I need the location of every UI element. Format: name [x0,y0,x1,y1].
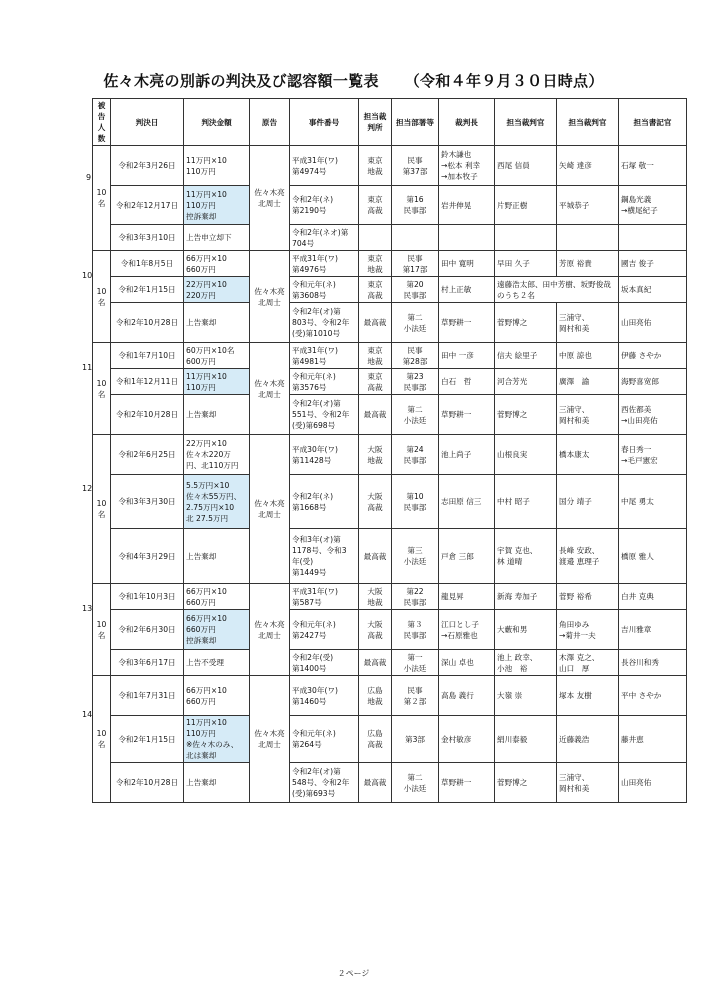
judge-1: 西尾 信員 [495,146,557,186]
judge-2 [557,225,619,251]
presiding-judge: 戸倉 三郎 [439,529,495,584]
department: 第22 民事部 [392,584,439,610]
judgment-amount: 11万円×10 110万円 [184,369,250,395]
judge-1: 絹川泰毅 [495,716,557,763]
header-department: 担当部署等 [392,99,439,146]
department: 第20 民事部 [392,277,439,303]
group-number: 13 [82,604,93,613]
table-row [93,146,687,186]
case-number: 令和元年(ネ) 第264号 [290,716,359,763]
department: 民事 第17部 [392,251,439,277]
presiding-judge: 鈴木謙也 →松本 利幸 →加本牧子 [439,146,495,186]
judgment-amount: 11万円×10 110万円 ※佐々木のみ、 北は棄却 [184,716,250,763]
judgment-date: 令和2年3月26日 [111,146,184,186]
clerk: 山田亮佑 [619,303,687,343]
case-number: 令和2年(オ)第 551号、令和2年 (受)第698号 [290,395,359,435]
plaintiff: 佐々木亮北周士 [250,676,290,803]
presiding-judge: 江口とし子 →石原雅也 [439,610,495,650]
case-number: 令和元年(ネ) 第3608号 [290,277,359,303]
presiding-judge: 村上正敏 [439,277,495,303]
judgment-amount: 11万円×10 110万円 控訴棄却 [184,186,250,225]
clerk: 石塚 敬一 [619,146,687,186]
defendant-count: 10名 [93,146,111,251]
judgment-amount: 上告申立却下 [184,225,250,251]
clerk: 白井 克典 [619,584,687,610]
plaintiff: 佐々木亮北周士 [250,584,290,676]
header-judgment-date: 判決日 [111,99,184,146]
judgment-date: 令和2年10月28日 [111,763,184,803]
court: 東京 地裁 [359,251,392,277]
defendant-count: 10名 [93,435,111,584]
group-number: 9 [86,172,92,182]
clerk: 坂本真紀 [619,277,687,303]
judge-2: 芳原 裕貴 [557,251,619,277]
judge-1: 菅野博之 [495,763,557,803]
court [359,225,392,251]
judgment-amount: 22万円×10 佐々木220万 円、北110万円 [184,435,250,475]
header-case-number: 事件番号 [290,99,359,146]
judgment-amount: 上告棄却 [184,763,250,803]
judgment-date: 令和4年3月29日 [111,529,184,584]
judgment-amount: 上告棄却 [184,303,250,343]
judge-1: 菅野博之 [495,303,557,343]
presiding-judge: 高島 義行 [439,676,495,716]
header-row [93,99,687,146]
judge-2: 角田ゆみ →菊井一夫 [557,610,619,650]
case-number: 平成30年(ワ) 第1460号 [290,676,359,716]
judge-1: 山根良実 [495,435,557,475]
judgment-date: 令和2年12月17日 [111,186,184,225]
judgment-date: 令和3年3月10日 [111,225,184,251]
judge-1: 池上 政幸、 小池 裕 [495,650,557,676]
case-number: 令和3年(オ)第 1178号、令和3 年(受) 第1449号 [290,529,359,584]
court: 最高裁 [359,763,392,803]
group-number: 12 [82,483,93,493]
case-number: 令和元年(ネ) 第2427号 [290,610,359,650]
presiding-judge: 草野耕一 [439,395,495,435]
judge-2: 塚本 友樹 [557,676,619,716]
court: 広島 地裁 [359,676,392,716]
judgment-amount: 66万円×10 660万円 [184,584,250,610]
judge-2: 三浦守、 岡村和美 [557,763,619,803]
case-number: 平成31年(ワ) 第587号 [290,584,359,610]
case-number: 令和2年(ネオ)第 704号 [290,225,359,251]
judgment-amount: 上告棄却 [184,395,250,435]
court: 大阪 地裁 [359,584,392,610]
judge-2: 三浦守、 岡村和美 [557,395,619,435]
judgment-amount: 11万円×10 110万円 [184,146,250,186]
judge-2: 廣澤 諭 [557,369,619,395]
header-judge-2: 担当裁判官 [557,99,619,146]
table-row [93,435,687,475]
case-number: 令和元年(ネ) 第3576号 [290,369,359,395]
presiding-judge: 草野耕一 [439,763,495,803]
judge-1: 大嶺 崇 [495,676,557,716]
clerk: 吉川雅章 [619,610,687,650]
case-number: 令和2年(受) 第1400号 [290,650,359,676]
department: 第一 小法廷 [392,650,439,676]
table-row [93,763,687,803]
header-defendant-count: 被告人数 [93,99,111,146]
clerk: 藤井恵 [619,716,687,763]
presiding-judge: 田中 一彦 [439,343,495,369]
case-number: 平成31年(ワ) 第4976号 [290,251,359,277]
judgment-date: 令和3年6月17日 [111,650,184,676]
table-row [93,584,687,610]
group-number: 11 [82,363,93,372]
clerk: 中尾 勇太 [619,475,687,529]
table-row [93,716,687,763]
clerk: 平中 さやか [619,676,687,716]
judge-2: 平城恭子 [557,186,619,225]
court: 大阪 地裁 [359,435,392,475]
presiding-judge: 田中 寛明 [439,251,495,277]
department: 第二 小法廷 [392,395,439,435]
case-number: 平成31年(ワ) 第4974号 [290,146,359,186]
judge-2: 木澤 克之、 山口 厚 [557,650,619,676]
department: 第23 民事部 [392,369,439,395]
judge-1: 早田 久子 [495,251,557,277]
department: 第三 小法廷 [392,529,439,584]
department: 第16 民事部 [392,186,439,225]
table-row [93,650,687,676]
department: 第24 民事部 [392,435,439,475]
judgment-amount: 66万円×10 660万円 [184,676,250,716]
judgment-amount: 上告棄却 [184,529,250,584]
table-row [93,676,687,716]
department: 第二 小法廷 [392,303,439,343]
table-row [93,303,687,343]
presiding-judge: 志田原 信三 [439,475,495,529]
judge-2: 三浦守、 岡村和美 [557,303,619,343]
judge-2: 長峰 安政、 渡邉 恵理子 [557,529,619,584]
defendant-count: 10名 [93,584,111,676]
case-number: 令和2年(ネ) 第1668号 [290,475,359,529]
judgment-date: 令和2年1月15日 [111,716,184,763]
court: 大阪 高裁 [359,475,392,529]
judgment-amount: 66万円×10 660万円 控訴棄却 [184,610,250,650]
judgment-amount: 5.5万円×10 佐々木55万円、 2.75万円×10 北 27.5万円 [184,475,250,529]
presiding-judge: 草野耕一 [439,303,495,343]
clerk: 長谷川和秀 [619,650,687,676]
department: 民事 第２部 [392,676,439,716]
case-number: 令和2年(オ)第 803号、令和2年 (受)第1010号 [290,303,359,343]
presiding-judge: 深山 卓也 [439,650,495,676]
case-number: 令和2年(ネ) 第2190号 [290,186,359,225]
department: 第10 民事部 [392,475,439,529]
plaintiff: 佐々木亮北周士 [250,146,290,251]
defendant-count: 10名 [93,251,111,343]
table-row [93,475,687,529]
page-title [0,70,707,91]
department: 第3部 [392,716,439,763]
judge-2: 橋本康太 [557,435,619,475]
judgment-amount: 66万円×10 660万円 [184,251,250,277]
clerk: 鋼島光義 →横尾紀子 [619,186,687,225]
judgment-amount: 22万円×10 220万円 [184,277,250,303]
defendant-count: 10名 [93,343,111,435]
judge-1: 中村 昭子 [495,475,557,529]
plaintiff: 佐々木亮北周士 [250,435,290,584]
presiding-judge: 池上尚子 [439,435,495,475]
judge-2: 矢崎 達彦 [557,146,619,186]
judgment-date: 令和2年6月25日 [111,435,184,475]
judgment-date: 令和1年8月5日 [111,251,184,277]
court: 東京 高裁 [359,186,392,225]
judge-1 [495,225,557,251]
case-number: 令和2年(オ)第 548号、令和2年 (受)第693号 [290,763,359,803]
judges: 遠藤浩太郎、田中芳樹、坂野俊哉 のうち２名 [495,277,619,303]
court: 最高裁 [359,650,392,676]
judgment-amount: 上告不受理 [184,650,250,676]
department: 民事 第37部 [392,146,439,186]
judgment-date: 令和1年7月10日 [111,343,184,369]
presiding-judge [439,225,495,251]
table-row [93,251,687,277]
presiding-judge: 金村敏彦 [439,716,495,763]
court: 東京 高裁 [359,369,392,395]
presiding-judge: 白石 哲 [439,369,495,395]
court: 最高裁 [359,395,392,435]
presiding-judge: 岩井伸晃 [439,186,495,225]
judge-2: 中原 諒也 [557,343,619,369]
court: 広島 高裁 [359,716,392,763]
judgment-date: 令和2年10月28日 [111,303,184,343]
table-row [93,395,687,435]
clerk: 橋原 雅人 [619,529,687,584]
clerk: 西佐都美 →山田亮佑 [619,395,687,435]
court: 最高裁 [359,529,392,584]
judge-1: 片野正樹 [495,186,557,225]
defendant-count: 10名 [93,676,111,803]
court: 東京 地裁 [359,343,392,369]
table-row [93,610,687,650]
clerk: 伊藤 さやか [619,343,687,369]
plaintiff: 佐々木亮北周士 [250,251,290,343]
case-number: 平成31年(ワ) 第4981号 [290,343,359,369]
judgment-date: 令和2年10月28日 [111,395,184,435]
judgment-table [92,98,687,803]
group-number: 14 [82,710,93,719]
judgment-date: 令和3年3月30日 [111,475,184,529]
court: 東京 高裁 [359,277,392,303]
clerk: 山田亮佑 [619,763,687,803]
judge-1: 信夫 絵里子 [495,343,557,369]
court: 東京 地裁 [359,146,392,186]
table-row [93,529,687,584]
judge-1: 大藪和男 [495,610,557,650]
page-number: ２ページ [337,969,370,978]
judge-2: 菅野 裕希 [557,584,619,610]
judgment-date: 令和1年12月11日 [111,369,184,395]
judge-1: 宇賀 克也、 林 道晴 [495,529,557,584]
clerk: 國吉 俊子 [619,251,687,277]
title-date: （令和４年９月３０日時点） [404,72,604,90]
clerk [619,225,687,251]
header-clerk: 担当書記官 [619,99,687,146]
table-row [93,225,687,251]
judge-1: 新海 寿加子 [495,584,557,610]
header-court: 担当裁判所 [359,99,392,146]
table-row [93,277,687,303]
court: 最高裁 [359,303,392,343]
judge-2: 近藤義浩 [557,716,619,763]
table-row [93,186,687,225]
judgment-date: 令和1年7月31日 [111,676,184,716]
clerk: 春日秀一 →毛戸憲宏 [619,435,687,475]
judge-1: 河合芳光 [495,369,557,395]
header-presiding-judge: 裁判長 [439,99,495,146]
department: 第３ 民事部 [392,610,439,650]
judgment-date: 令和2年1月15日 [111,277,184,303]
header-plaintiff: 原告 [250,99,290,146]
department: 民事 第28部 [392,343,439,369]
judgment-date: 令和1年10月3日 [111,584,184,610]
header-judgment-amount: 判決金額 [184,99,250,146]
clerk: 海野喜宽郎 [619,369,687,395]
table-row [93,343,687,369]
header-judge-1: 担当裁判官 [495,99,557,146]
presiding-judge: 龍見昇 [439,584,495,610]
judgment-amount: 60万円×10名 600万円 [184,343,250,369]
court: 大阪 高裁 [359,610,392,650]
plaintiff: 佐々木亮北周士 [250,343,290,435]
department [392,225,439,251]
title-text: 佐々木亮の別訴の判決及び認容額一覧表 [103,72,379,90]
judge-2: 国分 靖子 [557,475,619,529]
judge-1: 菅野博之 [495,395,557,435]
judgment-date: 令和2年6月30日 [111,610,184,650]
department: 第二 小法廷 [392,763,439,803]
table-row [93,369,687,395]
case-number: 平成30年(ワ) 第11428号 [290,435,359,475]
group-number: 10 [82,271,93,280]
